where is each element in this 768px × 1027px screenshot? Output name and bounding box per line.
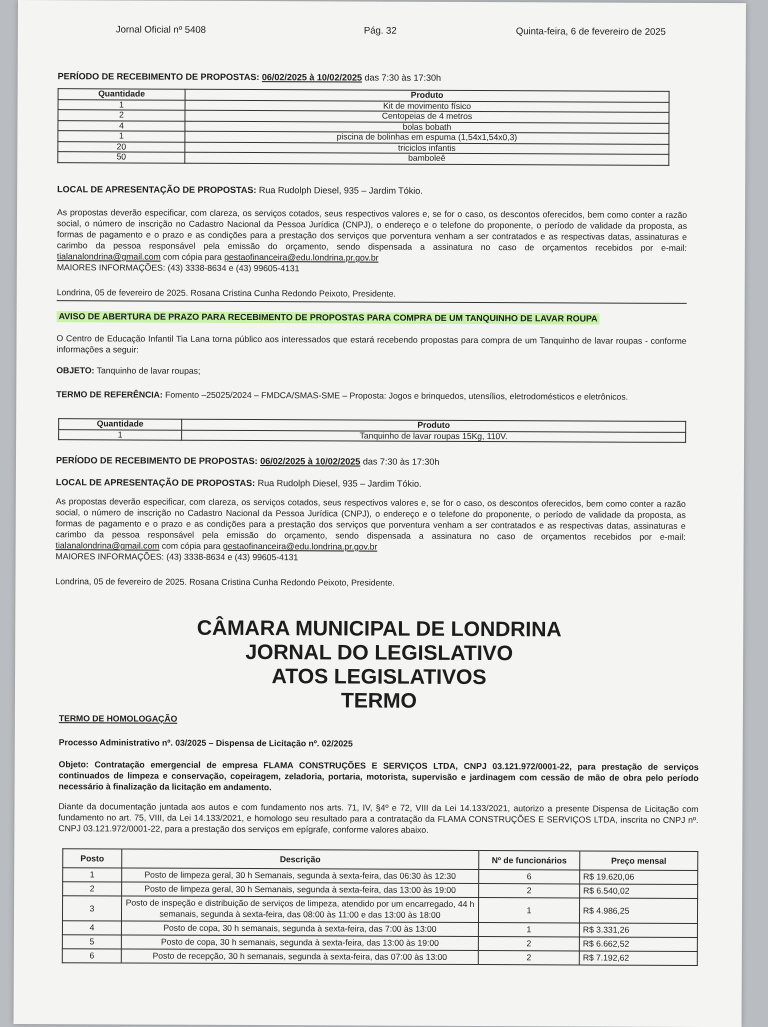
local-label: LOCAL DE APRESENTAÇÃO DE PROPOSTAS: xyxy=(57,184,257,196)
col-funcionarios: Nº de funcionários xyxy=(479,851,580,870)
local-label: LOCAL DE APRESENTAÇÃO DE PROPOSTAS: xyxy=(55,477,256,489)
issue-date: Quinta-feira, 6 de fevereiro de 2025 xyxy=(515,26,666,38)
local-line-1 xyxy=(57,184,423,197)
proposal-paragraph-2 xyxy=(56,496,686,565)
cell-posto: 3 xyxy=(62,896,121,921)
periodo-line-2 xyxy=(56,455,439,468)
objeto-paragraph: Objeto: Contratação emergencial de empresa FLAMA CONSTRUÇÕES E SERVIÇOS LTDA, CNPJ 03.121.972/0001-22, para prestação de serviços continuados de limpeza e conservação, copeiragem, zeladoria, portaria, motorista, supervisão e jardinagem com cessão de mão de obra pelo período necessário à finalização da licitação em andamento. xyxy=(58,759,699,793)
col-quantidade: Quantidade xyxy=(59,419,182,430)
email-link-1[interactable]: tialanalondrina@gmail.com xyxy=(55,540,160,551)
cell-produto: bamboleê xyxy=(185,152,669,165)
col-descricao: Descrição xyxy=(122,849,479,870)
cell-produto: triciclos infantis xyxy=(185,142,669,155)
termo-homologacao-heading: TERMO DE HOMOLOGAÇÃO xyxy=(58,713,178,724)
valores-table xyxy=(62,848,698,966)
cell-quantidade: 1 xyxy=(58,131,185,142)
cell-posto: 2 xyxy=(63,882,122,896)
cell-funcionarios: 2 xyxy=(478,937,579,951)
cell-funcionarios: 1 xyxy=(478,923,579,937)
email-link-1[interactable]: tialanalondrina@gmail.com xyxy=(56,251,161,262)
periodo-line-1 xyxy=(58,71,441,84)
products-table-1 xyxy=(57,88,669,165)
cell-descricao: Posto de copa, 30 h semanais, segunda à sexta-feira, das 7:00 às 13:00 xyxy=(121,921,478,937)
cell-preco: R$ 7.192,62 xyxy=(579,951,697,966)
cell-quantidade: 1 xyxy=(59,429,182,440)
cell-descricao: Posto de limpeza geral, 30 h Semanais, segunda à sexta-feira, das 06:30 às 12:30 xyxy=(122,868,479,884)
cell-quantidade: 1 xyxy=(58,99,185,110)
aviso-title: AVISO DE ABERTURA DE PRAZO PARA RECEBIMENTO DE PROPOSTAS PARA COMPRA DE UM TANQUINHO DE LAVAR ROUPA xyxy=(57,311,600,324)
cell-produto: piscina de bolinhas em espuma (1,54x1,54x0,3) xyxy=(185,131,669,144)
paragraph-text: As propostas deverão especificar, com clareza, os serviços cotados, seus respectivos valores e, se for o caso, os descontos oferecidos, bem como conter a razão social, o número de inscrição no Cadastro Nacional da Pessoa Jurídica (CNPJ), o endereço e o telefone do proponente, o período de validade da proposta, as formas de pagamento e o prazo e as condições para a prestação dos serviços que porventura venham a ser contratados e as respectivas datas, assinaturas e carimbo da pessoa responsável pela emissão do orçamento, sendo dispensada a assinatura no caso de orçamentos recebidos por e-mail: xyxy=(56,207,688,253)
termo-value: Fomento –25025/2024 – FMDCA/SMAS-SME – Proposta: Jogos e brinquedos, utensílios, eletrodomésticos e eletrônicos. xyxy=(165,389,629,402)
periodo-hours: das 7:30 às 17:30h xyxy=(364,72,442,83)
cell-preco: R$ 19.620,06 xyxy=(580,870,698,885)
table-row xyxy=(62,896,697,924)
email-link-2[interactable]: gestaofinanceira@edu.londrina.pr.gov.br xyxy=(224,251,379,263)
cell-funcionarios: 2 xyxy=(478,951,579,965)
products-table-2 xyxy=(58,418,686,443)
cell-preco: R$ 6.662,52 xyxy=(579,937,697,952)
email-connector: com cópia para xyxy=(163,251,222,262)
col-produto: Produto xyxy=(185,89,669,102)
divider xyxy=(57,300,687,304)
email-link-2[interactable]: gestaofinanceira@edu.londrina.pr.gov.br xyxy=(222,540,378,552)
objeto-line xyxy=(56,365,200,377)
cell-produto: Centopeias de 4 metros xyxy=(185,110,669,123)
objeto-label: OBJETO: xyxy=(56,365,95,376)
periodo-dates: 06/02/2025 à 10/02/2025 xyxy=(261,72,363,83)
objeto-value: Tanquinho de lavar roupas; xyxy=(96,365,201,376)
email-connector: com cópia para xyxy=(161,540,221,551)
cell-preco: R$ 3.331,26 xyxy=(579,923,697,938)
col-posto: Posto xyxy=(63,849,122,868)
col-quantidade: Quantidade xyxy=(58,89,185,100)
aviso-intro: O Centro de Educação Infantil Tia Lana torna público aos interessados que estará recebendo propostas para compra de um Tanquinho de lavar roupas - conforme informações a seguir: xyxy=(56,333,687,355)
page-number: Pág. 32 xyxy=(363,25,397,37)
newspaper-page xyxy=(14,0,746,1027)
cell-produto: bolas bobath xyxy=(185,121,669,134)
signature-1: Londrina, 05 de fevereiro de 2025. Rosana Cristina Cunha Redondo Peixoto, Presidente. xyxy=(56,287,396,299)
processo-line: Processo Administrativo nº. 03/2025 – Dispensa de Licitação nº. 02/2025 xyxy=(58,737,353,749)
cell-descricao: Posto de recepção, 30 h semanais, segunda à sexta-feira, das 07:00 às 13:00 xyxy=(121,949,478,965)
local-line-2 xyxy=(56,477,422,490)
periodo-dates: 06/02/2025 à 10/02/2025 xyxy=(260,456,361,467)
col-produto: Produto xyxy=(182,419,686,432)
signature-2: Londrina, 05 de fevereiro de 2025. Rosana Cristina Cunha Redondo Peixoto, Presidente. xyxy=(55,576,395,588)
local-value: Rua Rudolph Diesel, 935 – Jardim Tókio. xyxy=(257,478,422,489)
col-preco: Preço mensal xyxy=(580,851,698,871)
cell-funcionarios: 6 xyxy=(479,870,580,884)
cell-quantidade: 4 xyxy=(58,120,185,131)
camara-title: CÂMARA MUNICIPAL DE LONDRINA xyxy=(196,616,562,642)
termo-referencia-line xyxy=(56,389,628,402)
cell-produto: Kit de movimento físico xyxy=(185,100,669,113)
table-row xyxy=(62,949,697,966)
cell-posto: 1 xyxy=(63,868,122,882)
termo-label: TERMO DE REFERÊNCIA: xyxy=(56,389,163,400)
cell-preco: R$ 6.540,02 xyxy=(580,884,698,899)
cell-preco: R$ 4.986,25 xyxy=(579,898,697,924)
cell-posto: 6 xyxy=(62,949,121,963)
termo-title: TERMO xyxy=(340,689,417,713)
cell-posto: 4 xyxy=(62,921,121,935)
info-line: MAIORES INFORMAÇÕES: (43) 3338-8634 e (43) 99605-4131 xyxy=(55,551,299,563)
local-value: Rua Rudolph Diesel, 935 – Jardim Tókio. xyxy=(258,185,423,196)
cell-descricao: Posto de copa, 30 h semanais, segunda à sexta-feira, das 13:00 às 19:00 xyxy=(121,935,478,951)
table-row xyxy=(58,152,669,165)
periodo-label: PERÍODO DE RECEBIMENTO DE PROPOSTAS: xyxy=(55,455,258,467)
cell-posto: 5 xyxy=(62,935,121,949)
journal-number: Jornal Oficial nº 5408 xyxy=(115,24,206,36)
table-row xyxy=(59,429,686,442)
diante-paragraph: Diante da documentação juntada aos autos e com fundamento nos arts. 71, IV, §4º e 72, VIII da Lei 14.133/2021, autorizo a presente Dispensa de Licitação com fundamento no art. 75, VIII, da Lei 14.133/2021, e homologo seu resultado para a contratação da FLAMA CONSTRUÇÕES E SERVIÇOS LTDA, inscrita no CNPJ nº. CNPJ 03.121.972/0001-22, para a prestação dos serviços em epígrafe, conforme valores abaixo. xyxy=(58,801,699,835)
cell-quantidade: 50 xyxy=(58,152,185,163)
paragraph-text: As propostas deverão especificar, com clareza, os serviços cotados, seus respectivos valores e, se for o caso, os descontos oferecidos, bem como conter a razão social, o número de inscrição no Cadastro Nacional da Pessoa Jurídica (CNPJ), o endereço e o telefone do proponente, o período de validade da proposta, as formas de pagamento e o prazo e as condições para a prestação dos serviços que porventura venham a ser contratados e as respectivas datas, assinaturas e carimbo da pessoa responsável pela emissão do orçamento, sendo dispensada a assinatura no caso de orçamentos recebidos por e-mail: xyxy=(55,496,686,542)
info-line: MAIORES INFORMAÇÕES: (43) 3338-8634 e (43) 99605-4131 xyxy=(56,262,300,274)
cell-funcionarios: 2 xyxy=(479,884,580,898)
periodo-label: PERÍODO DE RECEBIMENTO DE PROPOSTAS: xyxy=(57,71,260,83)
cell-quantidade: 20 xyxy=(58,141,185,152)
cell-quantidade: 2 xyxy=(58,110,185,121)
cell-produto: Tanquinho de lavar roupas 15Kg, 110V. xyxy=(182,430,686,443)
cell-funcionarios: 1 xyxy=(478,898,579,923)
cell-descricao: Posto de limpeza geral, 30 h Semanais, segunda à sexta-feira, das 13:00 às 19:00 xyxy=(122,882,479,898)
proposal-paragraph-1 xyxy=(57,207,687,276)
cell-descricao: Posto de inspeção e distribuição de serviços de limpeza, atendido por um encarregado, 44 h semanais, segunda à sexta-feira, das 08:00 às 11:00 e das 13:00 às 18:00 xyxy=(121,896,478,923)
atos-title: ATOS LEGISLATIVOS xyxy=(271,665,487,690)
periodo-hours: das 7:30 às 17:30h xyxy=(362,456,440,467)
jornal-title: JORNAL DO LEGISLATIVO xyxy=(245,640,513,666)
